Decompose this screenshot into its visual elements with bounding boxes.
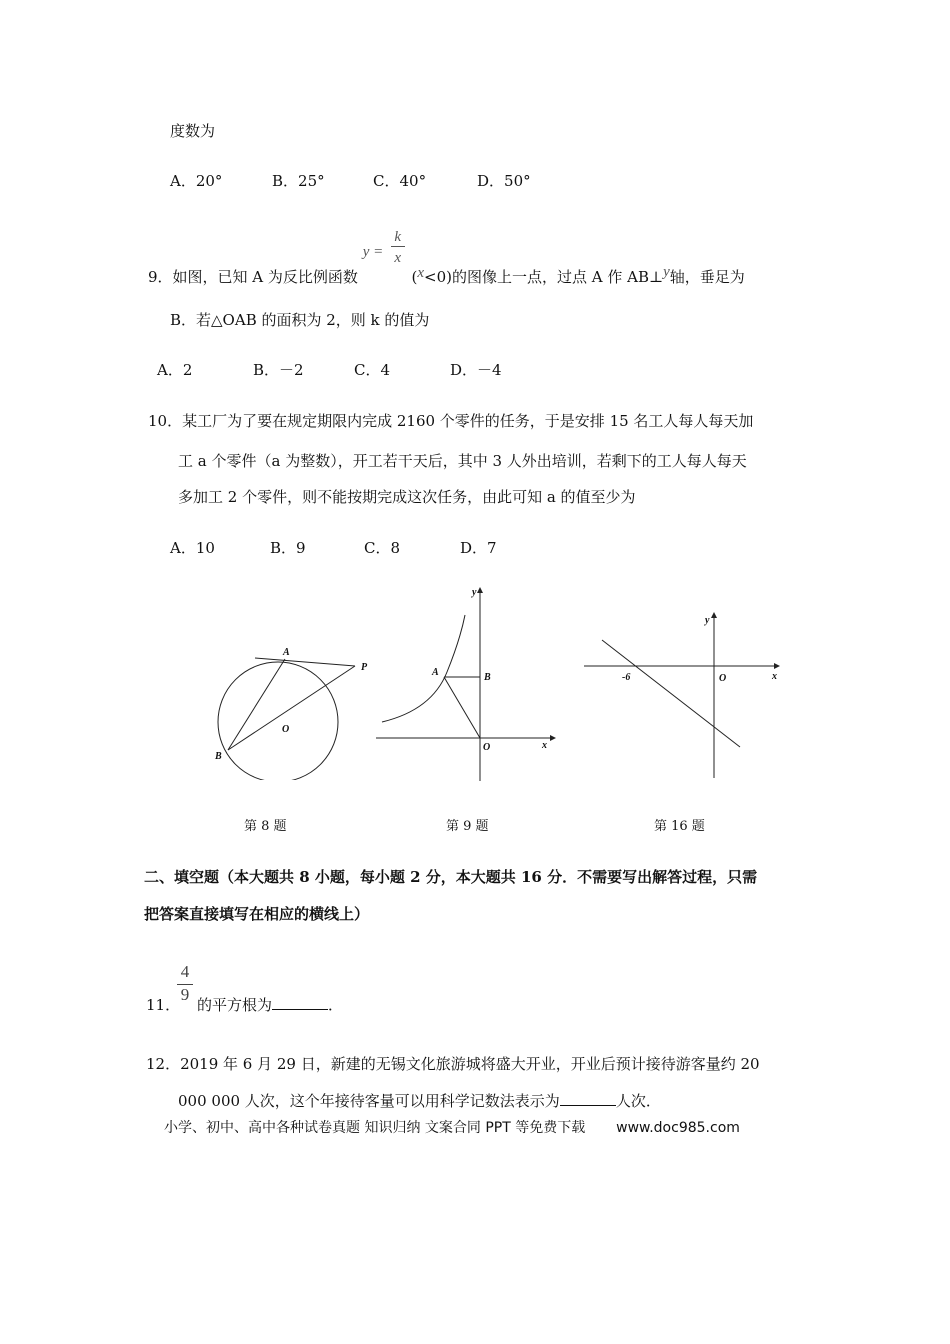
q10-line1: 10．某工厂为了要在规定期限内完成 2160 个零件的任务，于是安排 15 名工人每人每天加 [148, 412, 754, 430]
fig16-label-y: y [705, 615, 710, 626]
q11-frac-num: 4 [177, 962, 193, 985]
q9-func-y: y = [362, 244, 384, 260]
q12-end: 人次． [615, 1092, 661, 1110]
q9-option-a: A．2 [157, 361, 193, 379]
q11-text [197, 994, 343, 1015]
footer-url[interactable]: www.doc985.com [616, 1120, 740, 1136]
section2-heading-line2: 把答案直接填写在相应的横线上） [144, 905, 370, 923]
q9-line2: B．若△OAB 的面积为 2，则 k 的值为 [170, 311, 430, 329]
footer-text: 小学、初中、高中各种试卷真题 知识归纳 文案合同 PPT 等免费下载 [164, 1120, 586, 1136]
fig9-label-b: B [484, 672, 491, 683]
fig9-segment-ao [444, 677, 480, 738]
fig16-label-o: O [719, 673, 727, 684]
figures-row [0, 580, 950, 840]
figure-16 [580, 610, 785, 785]
q9-option-c: C．4 [354, 361, 391, 379]
q9-line1-end: 轴，垂足为 [669, 268, 745, 286]
fig8-label-b: B [215, 751, 222, 762]
fig8-chord-ab [228, 659, 285, 750]
section2-heading-line1: 二、填空题（本大题共 8 小题，每小题 2 分，本大题共 16 分．不需要写出解答过程，只需 [144, 868, 758, 886]
q9-func-num: k [391, 229, 405, 247]
footer [164, 1117, 740, 1137]
fig9-label-o: O [483, 742, 491, 753]
q8-option-c: C．40° [373, 172, 427, 190]
q10-option-d: D．7 [460, 539, 497, 557]
fig9-label-y: y [472, 587, 477, 598]
q9-axis-y: y [663, 264, 670, 280]
q12-answer-blank[interactable] [560, 1091, 616, 1106]
fig16-caption: 第 16 题 [654, 819, 705, 834]
q11-fraction [177, 962, 193, 1005]
figure-8 [205, 640, 375, 780]
figure-9 [372, 585, 557, 785]
fig16-label-x: x [772, 671, 777, 682]
q12-line2 [178, 1090, 661, 1111]
fig8-label-p: P [361, 662, 368, 673]
fig9-label-x: x [542, 740, 547, 751]
q9-func-den: x [394, 250, 402, 266]
q11-question: 的平方根为 [197, 996, 273, 1014]
q9-function [362, 229, 407, 282]
q11-answer-blank[interactable] [272, 995, 328, 1010]
q9-cond-x: x [417, 265, 425, 281]
q12-question: 000 000 人次，这个年接待客量可以用科学记数法表示为 [178, 1092, 560, 1110]
fig16-y-arrow [711, 612, 717, 618]
q8-stem-tail: 度数为 [170, 122, 216, 140]
q9-line1-post: <0)的图像上一点，过点 A 作 AB⊥ [424, 268, 664, 286]
fig8-label-o: O [282, 724, 290, 735]
q12-line1: 12．2019 年 6 月 29 日，新建的无锡文化旅游城将盛大开业，开业后预计接待游客量约 20 [146, 1055, 760, 1073]
q10-option-a: A．10 [170, 539, 215, 557]
q11-label: 11． [146, 996, 181, 1014]
fig8-label-a: A [283, 647, 290, 658]
q11-end: ． [328, 996, 344, 1014]
fig16-label-neg6: -6 [622, 672, 631, 683]
q9-line1: 9．如图，已知 A 为反比例函数 y = k x (x<0)的图像上一点，过点 A 作 AB⊥y轴，垂足为 [148, 229, 745, 286]
fig9-label-a: A [432, 667, 439, 678]
fig9-y-arrow [477, 587, 483, 593]
fig16-x-arrow [774, 663, 780, 669]
q9-intro: 9．如图，已知 A 为反比例函数 [148, 268, 358, 286]
q10-option-b: B．9 [270, 539, 306, 557]
fig16-line [602, 640, 740, 747]
fig8-tangent-line [255, 658, 355, 666]
q8-options [170, 170, 531, 191]
q9-options [157, 359, 502, 380]
fig9-x-arrow [550, 735, 556, 741]
fig9-hyperbola [382, 615, 465, 722]
q8-option-a: A．20° [170, 172, 223, 190]
fig8-circle [218, 662, 338, 780]
q9-option-b: B．－2 [253, 361, 304, 379]
q8-option-b: B．25° [272, 172, 325, 190]
q9-option-d: D．－4 [450, 361, 502, 379]
q11-frac-den: 9 [180, 985, 190, 1004]
q10-option-c: C．8 [364, 539, 401, 557]
fig9-caption: 第 9 题 [446, 819, 489, 834]
q10-line3: 多加工 2 个零件，则不能按期完成这次任务，由此可知 a 的值至少为 [178, 488, 636, 506]
q10-options [170, 537, 497, 558]
fig8-caption: 第 8 题 [244, 819, 287, 834]
q10-line2: 工 a 个零件（a 为整数），开工若干天后，其中 3 人外出培训，若剩下的工人每人每天 [178, 452, 747, 470]
q8-option-d: D．50° [477, 172, 531, 190]
